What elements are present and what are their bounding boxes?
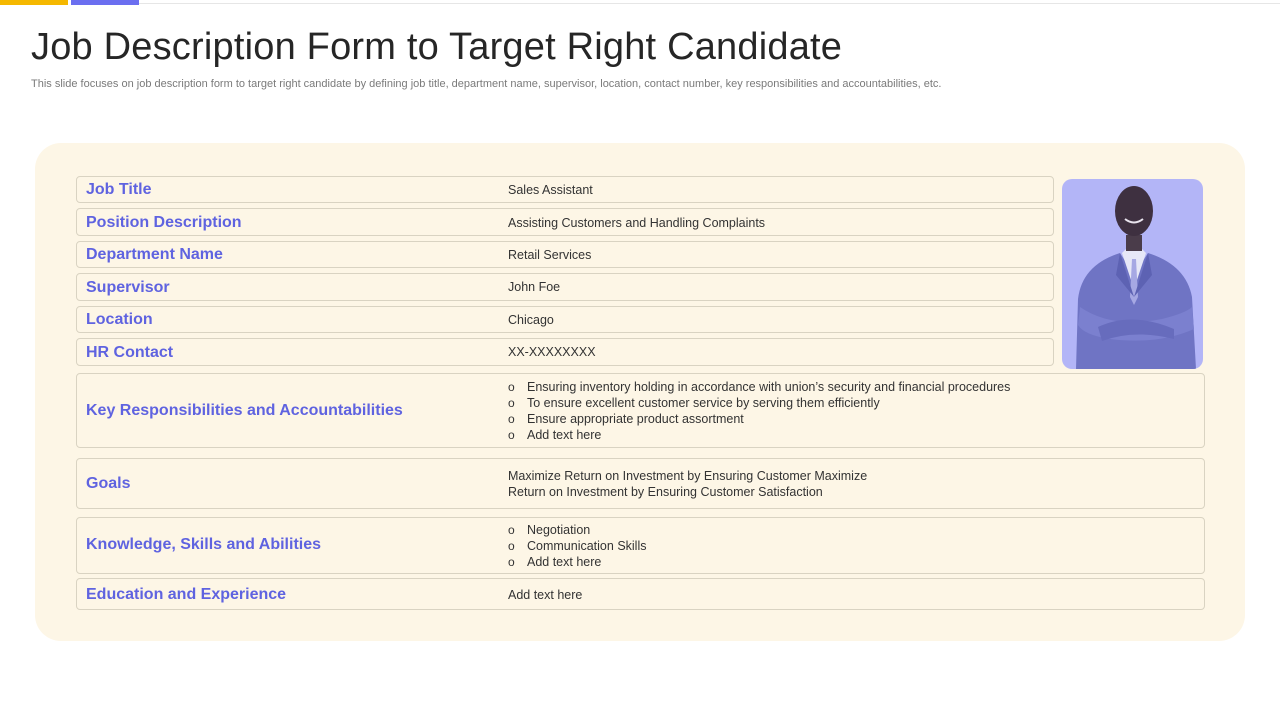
accent-bar-purple [71, 0, 139, 5]
row-department-name [76, 241, 1054, 268]
list-item: o To ensure excellent customer service by serving them efficiently [508, 396, 880, 410]
list-item: o Add text here [508, 555, 602, 569]
bullet-circle-icon: o [508, 396, 515, 410]
bullet-circle-icon: o [508, 412, 515, 426]
list-item: o Communication Skills [508, 539, 647, 553]
position-description-label: Position Description [86, 214, 242, 231]
bullet-circle-icon: o [508, 539, 515, 553]
bullet-circle-icon: o [508, 555, 515, 569]
hr-contact-label: HR Contact [86, 344, 174, 361]
row-supervisor [76, 273, 1054, 301]
supervisor-label: Supervisor [86, 279, 170, 296]
goals-line: Maximize Return on Investment by Ensuring Customer Maximize [508, 469, 868, 483]
hr-contact-value: XX-XXXXXXXX [508, 345, 596, 359]
row-location [76, 306, 1054, 333]
bullet-circle-icon: o [508, 380, 515, 394]
bullet-circle-icon: o [508, 523, 515, 537]
row-key-responsibilities [76, 373, 1205, 448]
list-item: o Ensure appropriate product assortment [508, 412, 744, 426]
job-title-value: Sales Assistant [508, 183, 593, 197]
goals-value [508, 468, 867, 500]
key-responsibilities-list [508, 379, 1010, 443]
list-item: o Negotiation [508, 523, 591, 537]
job-title-label: Job Title [86, 181, 152, 198]
page-subtitle: This slide focuses on job description form to target right candidate by defining job title, department name, supervisor, location, contact number, key responsibilities and accountabilities, etc. [31, 78, 942, 90]
top-divider [139, 3, 1280, 4]
goals-label: Goals [86, 475, 131, 492]
education-experience-label: Education and Experience [86, 586, 287, 603]
row-hr-contact [76, 338, 1054, 366]
row-job-title [76, 176, 1054, 203]
businessman-photo [1062, 179, 1203, 369]
businessman-photo-icon [1062, 179, 1203, 369]
goals-line: Return on Investment by Ensuring Customer Satisfaction [508, 485, 823, 499]
row-education-experience [76, 578, 1205, 610]
bullet-circle-icon: o [508, 428, 515, 442]
location-label: Location [86, 311, 153, 328]
page-title: Job Description Form to Target Right Candidate [31, 26, 843, 68]
knowledge-skills-label: Knowledge, Skills and Abilities [86, 536, 322, 553]
position-description-value: Assisting Customers and Handling Complaints [508, 216, 766, 230]
department-name-label: Department Name [86, 246, 223, 263]
department-name-value: Retail Services [508, 248, 592, 262]
accent-bar-yellow [0, 0, 68, 5]
list-item: o Ensuring inventory holding in accordance with union’s security and financial procedures [508, 380, 1011, 394]
knowledge-skills-list [508, 522, 646, 570]
row-position-description [76, 208, 1054, 236]
list-item: o Add text here [508, 428, 602, 442]
row-goals [76, 458, 1205, 509]
education-experience-value: Add text here [508, 588, 583, 602]
row-knowledge-skills [76, 517, 1205, 574]
location-value: Chicago [508, 313, 554, 327]
key-responsibilities-label: Key Responsibilities and Accountabilities [86, 402, 403, 419]
supervisor-value: John Foe [508, 280, 561, 294]
